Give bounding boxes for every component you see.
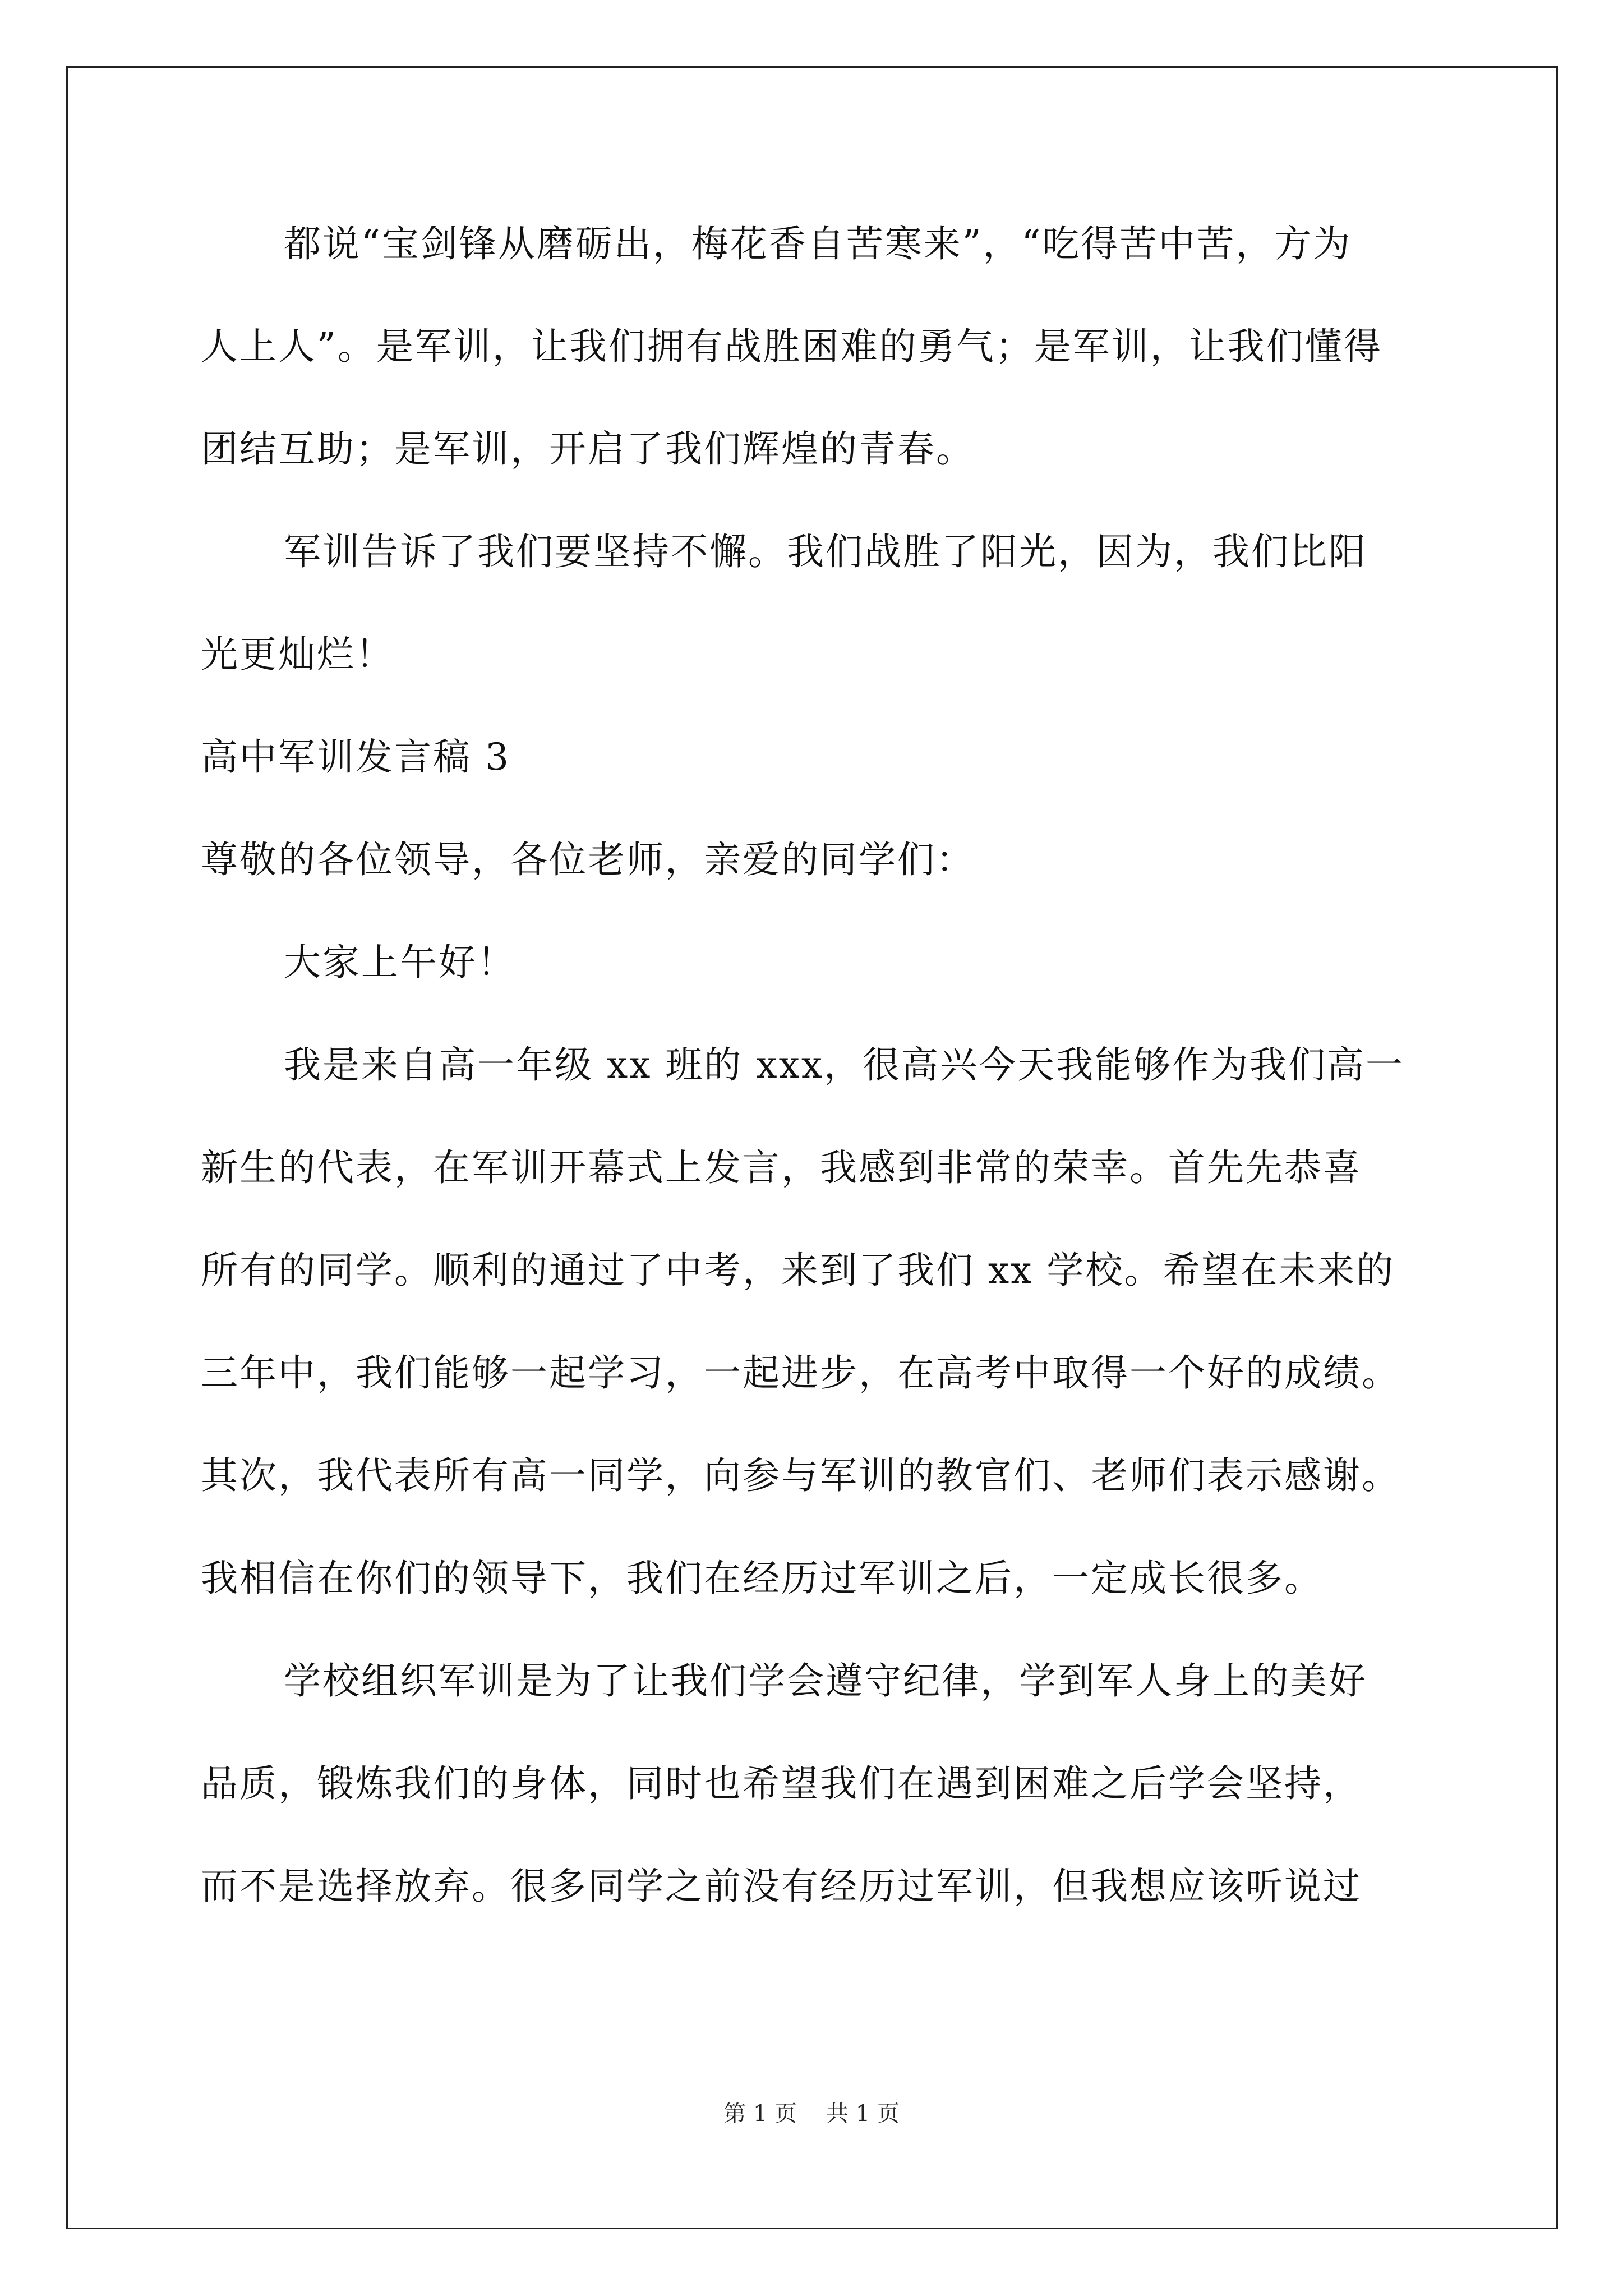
paragraph-2-line-1: 军训告诉了我们要坚持不懈。我们战胜了阳光，因为，我们比阳 (284, 530, 1367, 573)
page-total: 共 1 页 (826, 2101, 900, 2127)
paragraph-3-line-3: 所有的同学。顺利的通过了中考，来到了我们 xx 学校。希望在未来的 (201, 1249, 1395, 1292)
greeting: 大家上午好！ (284, 941, 516, 984)
page-footer (0, 2098, 1623, 2129)
paragraph-4-line-1: 学校组织军训是为了让我们学会遵守纪律，学到军人身上的美好 (284, 1659, 1367, 1703)
section-heading: 高中军训发言稿 3 (201, 735, 510, 779)
paragraph-1-line-2: 人上人”。是军训，让我们拥有战胜困难的勇气；是军训，让我们懂得 (201, 325, 1382, 368)
paragraph-4-line-2: 品质，锻炼我们的身体，同时也希望我们在遇到困难之后学会坚持， (201, 1762, 1362, 1805)
page-number: 第 1 页 (723, 2101, 797, 2127)
salutation: 尊敬的各位领导，各位老师，亲爱的同学们： (201, 838, 975, 881)
paragraph-1-line-3: 团结互助；是军训，开启了我们辉煌的青春。 (201, 427, 975, 471)
paragraph-2-line-2: 光更灿烂！ (201, 633, 394, 676)
paragraph-3-line-5: 其次，我代表所有高一同学，向参与军训的教官们、老师们表示感谢。 (201, 1454, 1400, 1497)
paragraph-3-line-2: 新生的代表，在军训开幕式上发言，我感到非常的荣幸。首先先恭喜 (201, 1146, 1362, 1189)
paragraph-3-line-4: 三年中，我们能够一起学习，一起进步，在高考中取得一个好的成绩。 (201, 1351, 1400, 1395)
paragraph-1-line-1: 都说“宝剑锋从磨砺出，梅花香自苦寒来”，“吃得苦中苦，方为 (284, 222, 1352, 265)
paragraph-3-line-6: 我相信在你们的领导下，我们在经历过军训之后，一定成长很多。 (201, 1557, 1323, 1600)
paragraph-3-line-1: 我是来自高一年级 xx 班的 xxx，很高兴今天我能够作为我们高一 (284, 1043, 1405, 1087)
paragraph-4-line-3: 而不是选择放弃。很多同学之前没有经历过军训，但我想应该听说过 (201, 1865, 1362, 1908)
